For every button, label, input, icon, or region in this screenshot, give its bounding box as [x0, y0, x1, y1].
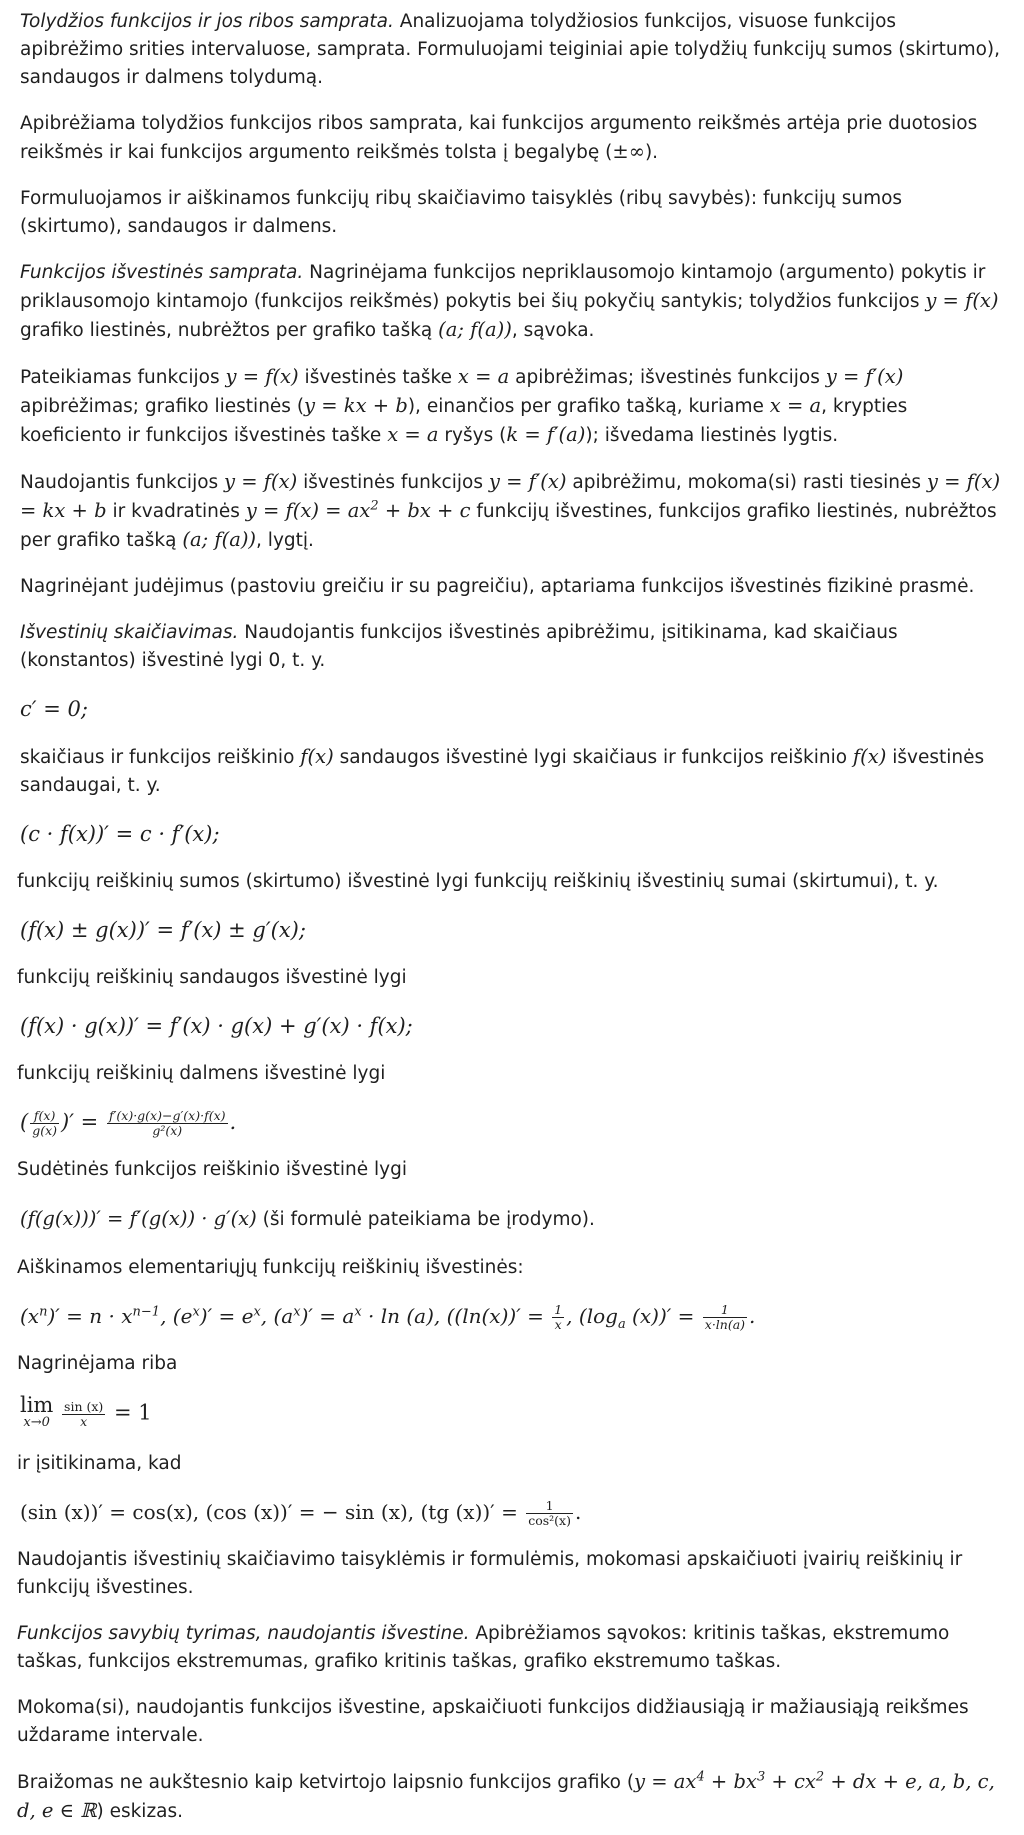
equation-constant-product: (c · f(x))′ = c · f′(x);: [20, 822, 220, 846]
section-heading-continuity: Tolydžios funkcijos ir jos ribos samprata.: [20, 11, 394, 32]
equation-trig-derivatives: (sin (x))′ = cos(x), (cos (x))′ = − sin (x), (tg (x))′ = $\frac{1}{\text{cos²(x)}}$ .: [20, 1498, 582, 1528]
equation-limit-sin: lim x→0 $\frac{\sin (x)}{x}$ = 1: [20, 1393, 152, 1430]
paragraph-quotient-rule: funkcijų reiškinių dalmens išvestinė lygi: [17, 1063, 386, 1084]
equation-sum-rule: (f(x) ± g(x))′ = f′(x) ± g′(x);: [20, 918, 306, 942]
paragraph-extrema: Mokoma(si), naudojantis funkcijos išvestine, apskaičiuoti funkcijos didžiausiąją ir mažiausiąją reikšmes uždarame intervale.: [17, 1697, 969, 1746]
paragraph-limit-rules: Formuluojamos ir aiškinamos funkcijų ribų skaičiavimo taisyklės (ribų savybės): funkcijų sumos (skirtumo), sandaugos ir dalmens.: [20, 188, 903, 237]
paragraph-limit-definition: Apibrėžiama tolydžios funkcijos ribos samprata, kai funkcijos argumento reikšmės artėja prie duotosios reikšmės ir kai funkcijos argumento reikšmės tolsta į begalybę (±∞).: [20, 113, 978, 163]
paragraph-sum-rule: funkcijų reiškinių sumos (skirtumo) išvestinė lygi funkcijų reiškinių išvestinių sumai (skirtumui), t. y.: [17, 871, 939, 892]
paragraph-continuity: Tolydžios funkcijos ir jos ribos samprata. Analizuojama tolydžiosios funkcijos, visuose funkcijos apibrėžimo srities intervaluose, samprata. Formuluojami teiginiai apie tolydžių funkcijų sumos (skirtumo), sandaugos ir dalmens tolydumą.: [20, 11, 1001, 88]
section-heading-function-study: Funkcijos savybių tyrimas, naudojantis išvestine.: [17, 1623, 470, 1644]
paragraph-graph-sketch: Braižomas ne aukštesnio kaip ketvirtojo laipsnio funkcijos grafiko ($y = ax^4 + bx^3 + cx^2$ + dx + e, a, b, c, d, e ∈ ℝ) eskizas.: [17, 1769, 995, 1822]
paragraph-derivative-definition: Pateikiamas funkcijos y = f(x) išvestinės taške x = a apibrėžimas; išvestinės funkcijos y = f′(x) apibrėžimas; grafiko liestinės (y = kx + b), einančios per grafiko tašką, kuriame x = a, krypties koeficiento ir funkcijos išvestinės taške x = a ryšys (k = f′(a)); išvedama liestinės lygtis.: [20, 365, 908, 446]
equation-product-rule: (f(x) · g(x))′ = f′(x) · g(x) + g′(x) · f(x);: [20, 1014, 413, 1038]
equation-chain-rule: (f(g(x)))′ = f′(g(x)) · g′(x) (ši formulė pateikiama be įrodymo).: [20, 1207, 595, 1230]
equation-constant: c′ = 0;: [20, 697, 88, 721]
paragraph-product-rule: funkcijų reiškinių sandaugos išvestinė lygi: [17, 967, 407, 988]
paragraph-limit-sin: Nagrinėjama riba: [17, 1353, 178, 1374]
paragraph-elementary-derivatives: Aiškinamos elementariųjų funkcijų reiškinių išvestinės:: [17, 1257, 524, 1278]
equation-quotient-rule: ( $\frac{f(x)}{g(x)}$ )′ = $\frac{f'(x)\cdot g(x)-g'(x)\cdot f(x)}{\text{g²(x)}}$ .: [20, 1108, 237, 1138]
paragraph-physical-meaning: Nagrinėjant judėjimus (pastoviu greičiu ir su pagreičiu), aptariama funkcijos išvestinės fizikinė prasmė.: [20, 576, 975, 597]
paragraph-derivative-concept: Funkcijos išvestinės samprata. Nagrinėjama funkcijos nepriklausomojo kintamojo (argumento) pokytis ir priklausomojo kintamojo (funkcijos reikšmės) pokytis bei šių pokyčių santykis; tolydžios funkcijos y = f(x) grafiko liestinės, nubrėžtos per grafiko tašką (a; f(a)), sąvoka.: [20, 262, 999, 341]
paragraph-constant-product: skaičiaus ir funkcijos reiškinio f(x) sandaugos išvestinė lygi skaičiaus ir funkcijos reiškinio f(x) išvestinės sandaugai, t. y.: [20, 745, 985, 796]
section-heading-derivative: Funkcijos išvestinės samprata.: [20, 262, 304, 283]
paragraph-linear-quadratic: Naudojantis funkcijos y = f(x) išvestinės funkcijos y = f′(x) apibrėžimu, mokoma(si) rasti tiesinės y = f(x) = kx + b ir kvadratinės $y = f(x) = ax^2$ + bx + c funkcijų išvestines, funkcijos grafiko liestinės, nubrėžtos per grafiko tašką (a; f(a)), lygtį.: [20, 470, 1001, 551]
paragraph-derivative-calc: Išvestinių skaičiavimas. Naudojantis funkcijos išvestinės apibrėžimu, įsitikinama, kad skaičiaus (konstantos) išvestinė lygi 0, t. y.: [20, 622, 898, 671]
paragraph-practice: Naudojantis išvestinių skaičiavimo taisyklėmis ir formulėmis, mokomasi apskaičiuoti įvairių reiškinių ir funkcijų išvestines.: [17, 1549, 963, 1598]
paragraph-function-study: Funkcijos savybių tyrimas, naudojantis išvestine. Apibrėžiamos sąvokos: kritinis taškas, ekstremumo taškas, funkcijos ekstremumas, grafiko kritinis taškas, grafiko ekstremumo taškas.: [17, 1623, 950, 1672]
paragraph-chain-rule: Sudėtinės funkcijos reiškinio išvestinė lygi: [17, 1159, 407, 1180]
equation-elementary-derivatives: $(x^n)' = n \cdot x^{n-1}$, $(e^x)' = e^x$, $(a^x)' = a^x \cdot \ln (a)$, ((ln(x))′ = $\frac{1}{x}$ , ($\log_a$ (x))′ = $\frac{1}{x\cdot\ln(a)}$ .: [20, 1302, 756, 1332]
section-heading-derivative-calc: Išvestinių skaičiavimas.: [20, 622, 239, 643]
paragraph-trig-intro: ir įsitikinama, kad: [17, 1453, 182, 1474]
